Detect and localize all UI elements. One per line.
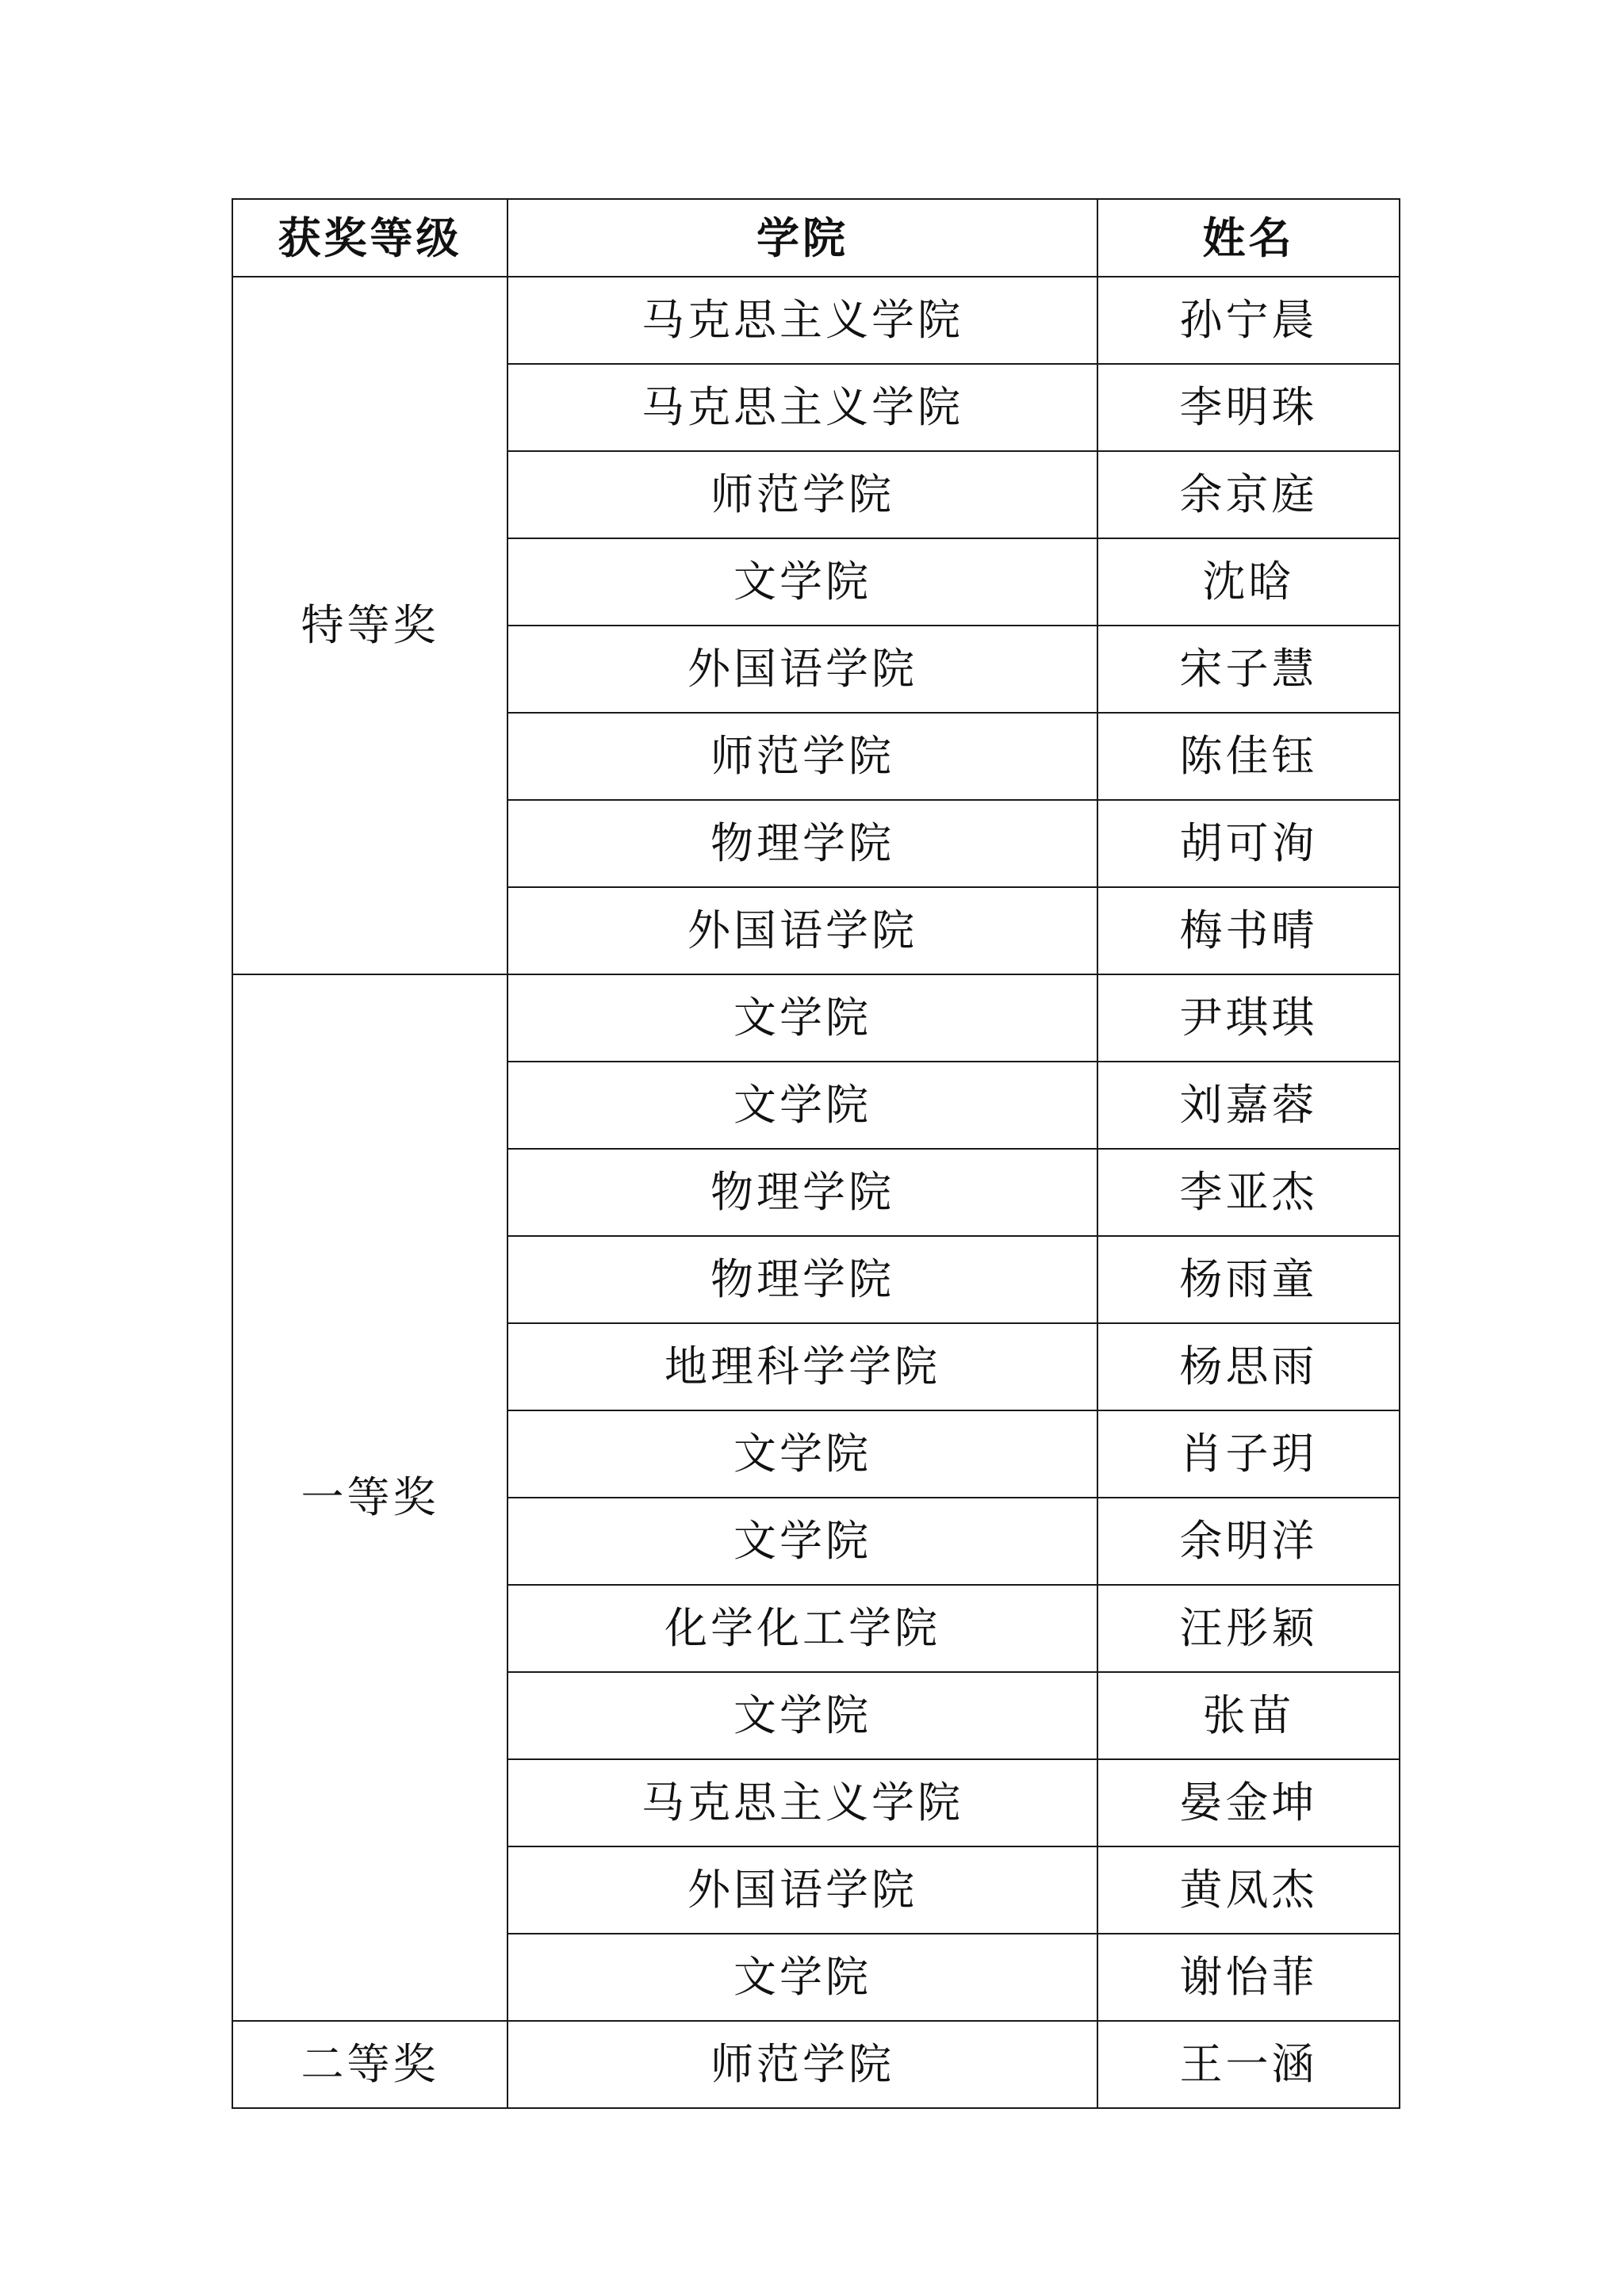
college-cell: 文学院 [508, 1062, 1097, 1149]
header-name: 姓名 [1097, 199, 1400, 277]
college-cell: 物理学院 [508, 1149, 1097, 1236]
table-row [232, 974, 1400, 1062]
student-name-cell: 王一涵 [1097, 2021, 1400, 2108]
college-cell: 师范学院 [508, 451, 1097, 538]
student-name-cell: 胡可洵 [1097, 800, 1400, 887]
student-name-cell: 谢怡菲 [1097, 1934, 1400, 2021]
college-cell: 化学化工学院 [508, 1585, 1097, 1672]
student-name-cell: 晏金坤 [1097, 1759, 1400, 1846]
student-name-cell: 汪彤颖 [1097, 1585, 1400, 1672]
college-cell: 外国语学院 [508, 626, 1097, 713]
header-college: 学院 [508, 199, 1097, 277]
college-cell: 文学院 [508, 1498, 1097, 1585]
student-name-cell: 杨思雨 [1097, 1323, 1400, 1410]
college-cell: 文学院 [508, 538, 1097, 626]
college-cell: 马克思主义学院 [508, 277, 1097, 364]
table-row [232, 2021, 1400, 2108]
award-level-cell: 特等奖 [232, 277, 508, 974]
student-name-cell: 余明洋 [1097, 1498, 1400, 1585]
award-list-table [232, 198, 1400, 2109]
student-name-cell: 杨雨童 [1097, 1236, 1400, 1323]
student-name-cell: 宋子慧 [1097, 626, 1400, 713]
student-name-cell: 刘嘉蓉 [1097, 1062, 1400, 1149]
college-cell: 地理科学学院 [508, 1323, 1097, 1410]
college-cell: 外国语学院 [508, 887, 1097, 974]
college-cell: 师范学院 [508, 713, 1097, 800]
college-cell: 文学院 [508, 974, 1097, 1062]
student-name-cell: 肖子玥 [1097, 1410, 1400, 1498]
college-cell: 外国语学院 [508, 1846, 1097, 1934]
award-table-body [232, 277, 1400, 2108]
student-name-cell: 孙宁晨 [1097, 277, 1400, 364]
college-cell: 文学院 [508, 1934, 1097, 2021]
student-name-cell: 张苗 [1097, 1672, 1400, 1759]
student-name-cell: 尹琪琪 [1097, 974, 1400, 1062]
college-cell: 文学院 [508, 1410, 1097, 1498]
student-name-cell: 梅书晴 [1097, 887, 1400, 974]
student-name-cell: 黄凤杰 [1097, 1846, 1400, 1934]
student-name-cell: 陈佳钰 [1097, 713, 1400, 800]
student-name-cell: 李亚杰 [1097, 1149, 1400, 1236]
student-name-cell: 沈晗 [1097, 538, 1400, 626]
college-cell: 物理学院 [508, 800, 1097, 887]
header-row [232, 199, 1400, 277]
table-row [232, 277, 1400, 364]
college-cell: 马克思主义学院 [508, 364, 1097, 451]
award-level-cell: 二等奖 [232, 2021, 508, 2108]
college-cell: 马克思主义学院 [508, 1759, 1097, 1846]
student-name-cell: 李明珠 [1097, 364, 1400, 451]
award-level-cell: 一等奖 [232, 974, 508, 2021]
student-name-cell: 余京庭 [1097, 451, 1400, 538]
college-cell: 物理学院 [508, 1236, 1097, 1323]
header-award-level: 获奖等级 [232, 199, 508, 277]
college-cell: 师范学院 [508, 2021, 1097, 2108]
college-cell: 文学院 [508, 1672, 1097, 1759]
